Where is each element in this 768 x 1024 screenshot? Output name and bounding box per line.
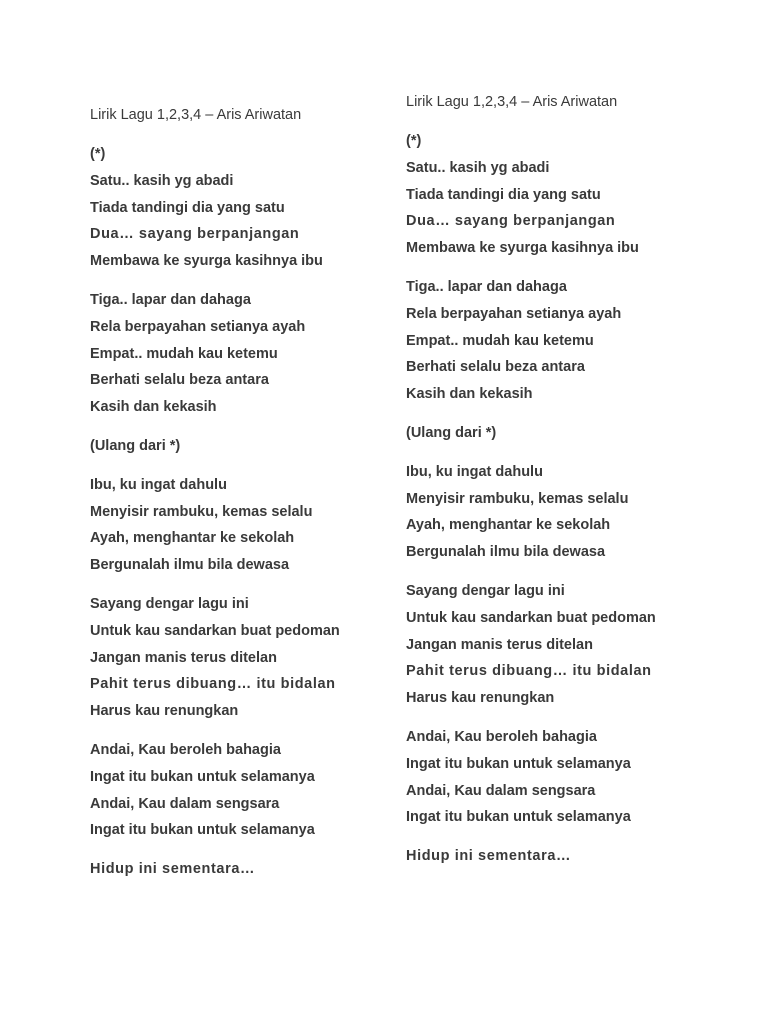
stanza-list	[90, 141, 390, 883]
stanza	[90, 856, 390, 883]
lyric-line: Berhati selalu beza antara	[406, 359, 585, 376]
lyric-line: Berhati selalu beza antara	[90, 372, 269, 389]
lyric-line: Kasih dan kekasih	[90, 399, 217, 416]
lyric-line: Tiada tandingi dia yang satu	[90, 199, 285, 216]
stanza	[406, 578, 706, 712]
lyric-line: Hidup ini sementara…	[90, 861, 256, 878]
stanza-list	[406, 128, 706, 870]
lyric-line: Empat.. mudah kau ketemu	[90, 345, 278, 362]
lyric-line: Tiga.. lapar dan dahaga	[406, 278, 567, 295]
song-title: Lirik Lagu 1,2,3,4 – Aris Ariwatan	[90, 107, 302, 123]
lyrics-column-left	[90, 102, 390, 895]
lyric-line: Jangan manis terus ditelan	[90, 649, 277, 666]
lyric-line: Sayang dengar lagu ini	[90, 595, 249, 612]
lyric-line: Satu.. kasih yg abadi	[90, 172, 234, 189]
stanza	[406, 420, 706, 447]
lyric-line: Harus kau renungkan	[406, 690, 555, 707]
song-title: Lirik Lagu 1,2,3,4 – Aris Ariwatan	[406, 94, 618, 110]
lyric-line: Ibu, ku ingat dahulu	[406, 463, 543, 480]
stanza	[406, 128, 706, 262]
stanza	[90, 433, 390, 460]
lyric-line: Ibu, ku ingat dahulu	[90, 476, 227, 493]
lyric-line: Tiada tandingi dia yang satu	[406, 186, 601, 203]
lyric-line: Menyisir rambuku, kemas selalu	[90, 503, 313, 520]
lyric-line: Untuk kau sandarkan buat pedoman	[90, 622, 340, 639]
lyric-line: (*)	[406, 133, 422, 149]
lyric-line: Ayah, menghantar ke sekolah	[90, 530, 295, 547]
lyric-line: Membawa ke syurga kasihnya ibu	[406, 240, 639, 257]
lyric-line: Andai, Kau beroleh bahagia	[406, 728, 597, 745]
stanza	[90, 591, 390, 725]
lyrics-column-right	[406, 89, 706, 882]
lyric-line: Bergunalah ilmu bila dewasa	[406, 544, 606, 561]
lyric-line: Ingat itu bukan untuk selamanya	[406, 755, 631, 772]
lyric-line: Menyisir rambuku, kemas selalu	[406, 490, 629, 507]
lyric-line: (Ulang dari *)	[406, 424, 497, 441]
stanza	[406, 274, 706, 408]
stanza	[90, 737, 390, 844]
stanza	[90, 141, 390, 275]
lyric-line: (Ulang dari *)	[90, 437, 181, 454]
stanza	[406, 459, 706, 566]
lyric-line: Dua… sayang berpanjangan	[90, 226, 300, 243]
lyric-line: Harus kau renungkan	[90, 703, 239, 720]
stanza	[90, 287, 390, 421]
stanza	[90, 472, 390, 579]
lyric-line: Bergunalah ilmu bila dewasa	[90, 557, 290, 574]
lyric-line: Jangan manis terus ditelan	[406, 636, 593, 653]
stanza	[406, 843, 706, 870]
lyric-line: Ayah, menghantar ke sekolah	[406, 517, 611, 534]
lyric-line: Andai, Kau dalam sengsara	[406, 782, 596, 799]
lyric-line: Ingat itu bukan untuk selamanya	[90, 822, 315, 839]
lyric-line: Ingat itu bukan untuk selamanya	[406, 809, 631, 826]
lyric-line: Ingat itu bukan untuk selamanya	[90, 768, 315, 785]
lyric-line: Rela berpayahan setianya ayah	[90, 318, 306, 335]
lyric-line: Pahit terus dibuang… itu bidalan	[406, 663, 652, 680]
lyric-line: Rela berpayahan setianya ayah	[406, 305, 622, 322]
lyric-line: Kasih dan kekasih	[406, 386, 533, 403]
lyric-line: (*)	[90, 146, 106, 162]
lyric-line: Dua… sayang berpanjangan	[406, 213, 616, 230]
lyric-line: Hidup ini sementara…	[406, 848, 572, 865]
lyric-line: Andai, Kau beroleh bahagia	[90, 741, 281, 758]
lyric-line: Sayang dengar lagu ini	[406, 582, 565, 599]
lyric-line: Membawa ke syurga kasihnya ibu	[90, 253, 323, 270]
stanza	[406, 724, 706, 831]
lyric-line: Pahit terus dibuang… itu bidalan	[90, 676, 336, 693]
lyric-line: Andai, Kau dalam sengsara	[90, 795, 280, 812]
lyric-line: Untuk kau sandarkan buat pedoman	[406, 609, 656, 626]
lyric-line: Satu.. kasih yg abadi	[406, 159, 550, 176]
lyric-line: Tiga.. lapar dan dahaga	[90, 291, 251, 308]
lyric-line: Empat.. mudah kau ketemu	[406, 332, 594, 349]
